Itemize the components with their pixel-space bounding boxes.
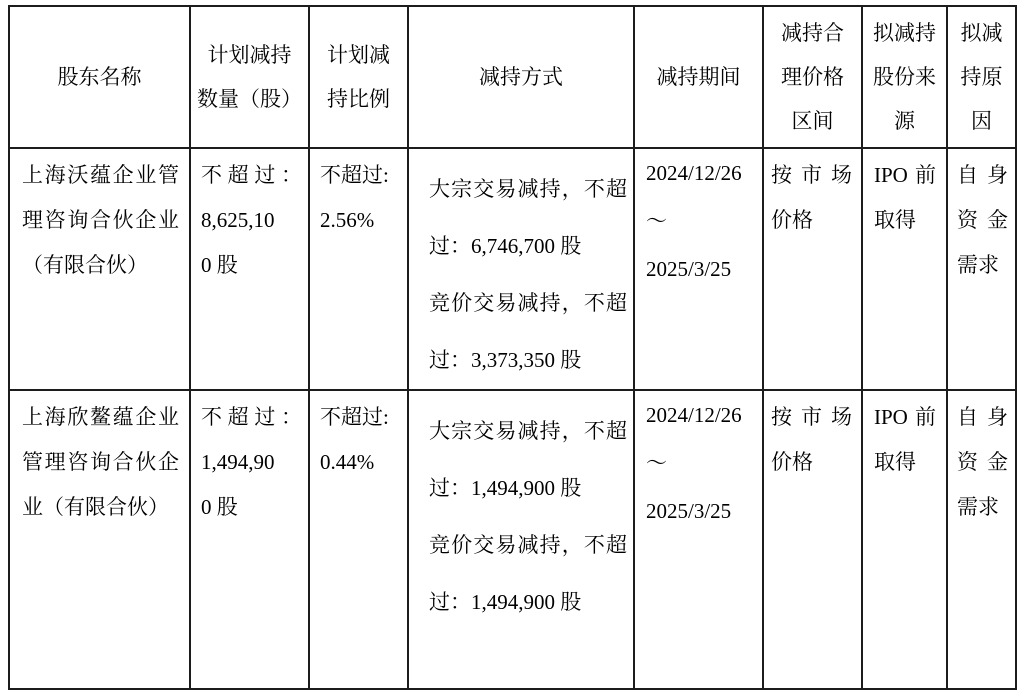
header-text: 拟减 xyxy=(960,21,1003,45)
cell-price xyxy=(763,390,862,689)
header-text: 股东名称 xyxy=(57,65,142,89)
reduction-method xyxy=(409,391,633,631)
reduction-reason xyxy=(948,391,1015,530)
text-line: 2025/3/25 xyxy=(646,257,732,281)
text-line: 大宗交易减持，不超 xyxy=(429,419,627,443)
header-text: 源 xyxy=(894,109,915,133)
cell-ratio xyxy=(309,390,408,689)
text-line: 0.44% xyxy=(320,450,375,474)
cell-period xyxy=(634,390,763,689)
table-container xyxy=(8,5,1017,690)
planned-quantity xyxy=(191,391,308,530)
header-cell-price xyxy=(763,6,862,148)
text-line: 0 股 xyxy=(201,253,238,277)
text-line: 管理咨询合伙企 xyxy=(22,450,179,474)
header-cell-period xyxy=(634,6,763,148)
text-line: 过：3,373,350 股 xyxy=(429,348,582,372)
text-line: 不超过： xyxy=(201,163,302,187)
text-line: IPO 前 xyxy=(874,163,936,187)
header-text: 减持期间 xyxy=(656,65,741,89)
share-reduction-plan-table xyxy=(8,5,1017,690)
header-row xyxy=(9,6,1016,148)
text-line: 不超过: xyxy=(320,163,389,187)
text-line: ～ xyxy=(646,451,667,475)
cell-period xyxy=(634,148,763,390)
planned-quantity xyxy=(191,149,308,288)
text-line: 过：1,494,900 股 xyxy=(429,476,582,500)
text-line: IPO 前 xyxy=(874,405,936,429)
header-text: 理价格 xyxy=(781,65,844,89)
text-line: 自身 xyxy=(957,163,1008,187)
cell-reason xyxy=(947,390,1016,689)
header-text: 减持方式 xyxy=(479,65,563,89)
header-text: 减持合 xyxy=(781,21,844,45)
cell-ratio xyxy=(309,148,408,390)
cell-source xyxy=(862,148,947,390)
reduction-period xyxy=(635,391,762,535)
share-source xyxy=(863,149,946,243)
header-text: 因 xyxy=(971,109,992,133)
header-text: 计划减持 xyxy=(207,43,292,67)
header-cell-source xyxy=(862,6,947,148)
text-line: ～ xyxy=(646,209,667,233)
cell-quantity xyxy=(190,148,309,390)
header-text: 数量（股） xyxy=(197,87,302,111)
share-source xyxy=(863,391,946,485)
text-line: 按市场 xyxy=(771,405,852,429)
planned-ratio xyxy=(310,149,407,243)
cell-source xyxy=(862,390,947,689)
header-text: 拟减持 xyxy=(873,21,936,45)
text-line: 资金 xyxy=(957,208,1008,232)
cell-shareholder xyxy=(9,390,190,689)
text-line: 过：6,746,700 股 xyxy=(429,234,582,258)
text-line: 上海欣鳌蕴企业 xyxy=(22,405,179,429)
text-line: 业（有限合伙） xyxy=(22,495,169,519)
text-line: 不超过: xyxy=(320,405,389,429)
text-line: 自身 xyxy=(957,405,1008,429)
text-line: 0 股 xyxy=(201,495,238,519)
table-row-2 xyxy=(9,390,1016,689)
table-row-1 xyxy=(9,148,1016,390)
shareholder-name xyxy=(10,391,189,530)
text-line: 1,494,90 xyxy=(201,450,275,474)
shareholder-name xyxy=(10,149,189,288)
cell-price xyxy=(763,148,862,390)
header-text: 股份来 xyxy=(873,65,936,89)
text-line: 竞价交易减持，不超 xyxy=(429,533,627,557)
price-range xyxy=(764,391,861,485)
text-line: 2025/3/25 xyxy=(646,499,732,523)
text-line: 取得 xyxy=(874,450,916,474)
header-cell-quantity xyxy=(190,6,309,148)
header-text: 计划减 xyxy=(327,43,390,67)
text-line: 按市场 xyxy=(771,163,852,187)
text-line: 需求 xyxy=(957,253,999,277)
text-line: 资金 xyxy=(957,450,1008,474)
cell-shareholder xyxy=(9,148,190,390)
cell-quantity xyxy=(190,390,309,689)
reduction-reason xyxy=(948,149,1015,288)
text-line: 价格 xyxy=(771,208,813,232)
header-cell-ratio xyxy=(309,6,408,148)
text-line: 2024/12/26 xyxy=(646,403,742,427)
text-line: 理咨询合伙企业 xyxy=(22,208,179,232)
header-text: 持比例 xyxy=(327,87,390,111)
price-range xyxy=(764,149,861,243)
text-line: 2.56% xyxy=(320,208,375,232)
header-cell-reason xyxy=(947,6,1016,148)
text-line: 大宗交易减持，不超 xyxy=(429,177,627,201)
text-line: 2024/12/26 xyxy=(646,161,742,185)
planned-ratio xyxy=(310,391,407,485)
header-cell-method xyxy=(408,6,634,148)
text-line: 过：1,494,900 股 xyxy=(429,590,582,614)
text-line: 价格 xyxy=(771,450,813,474)
reduction-period xyxy=(635,149,762,293)
text-line: 不超过： xyxy=(201,405,302,429)
cell-method xyxy=(408,148,634,390)
header-cell-shareholder xyxy=(9,6,190,148)
reduction-method xyxy=(409,149,633,389)
text-line: 取得 xyxy=(874,208,916,232)
text-line: 需求 xyxy=(957,495,999,519)
text-line: （有限合伙） xyxy=(22,253,148,277)
header-text: 区间 xyxy=(791,109,834,133)
text-line: 竞价交易减持，不超 xyxy=(429,291,627,315)
cell-reason xyxy=(947,148,1016,390)
text-line: 上海沃蕴企业管 xyxy=(22,163,179,187)
header-text: 持原 xyxy=(960,65,1003,89)
cell-method xyxy=(408,390,634,689)
text-line: 8,625,10 xyxy=(201,208,275,232)
